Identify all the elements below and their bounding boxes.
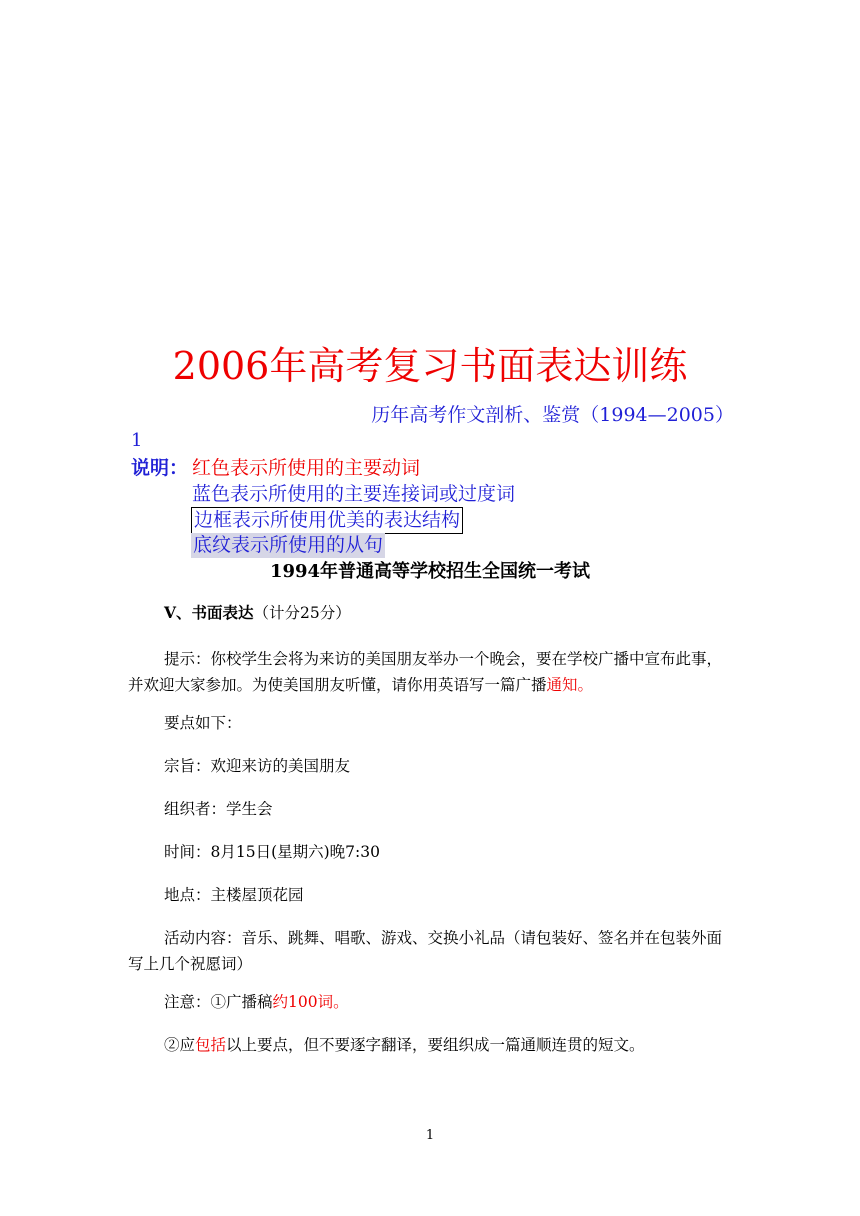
section-score: （计分25分） bbox=[253, 604, 351, 622]
legend-border: 边框表示所使用优美的表达结构 bbox=[191, 507, 463, 534]
top-number: 1 bbox=[131, 430, 143, 451]
item-time: 时间：8月15日(星期六)晚7:30 bbox=[164, 843, 380, 861]
legend-red: 红色表示所使用的主要动词 bbox=[192, 457, 421, 479]
document-subtitle: 历年高考作文剖析、鉴赏（1994—2005） bbox=[371, 404, 734, 426]
note-1 bbox=[164, 989, 349, 1015]
note-2-highlight: 包括 bbox=[195, 1036, 227, 1054]
legend-blue: 蓝色表示所使用的主要连接词或过度词 bbox=[192, 483, 516, 505]
prompt-paragraph bbox=[128, 646, 734, 698]
note-2-suffix: 以上要点，但不要逐字翻译，要组织成一篇通顺连贯的短文。 bbox=[226, 1036, 645, 1054]
prompt-highlight: 通知。 bbox=[546, 676, 594, 694]
note-1-prefix: 注意：①广播稿 bbox=[164, 993, 273, 1011]
section-heading-label: V、书面表达 bbox=[164, 603, 254, 622]
page-number: 1 bbox=[425, 1128, 435, 1143]
exam-title: 1994年普通高等学校招生全国统一考试 bbox=[269, 561, 591, 582]
note-2-prefix: ②应 bbox=[164, 1036, 196, 1054]
legend-label: 说明： bbox=[131, 457, 189, 479]
note-2 bbox=[164, 1032, 645, 1058]
points-header: 要点如下： bbox=[164, 714, 242, 732]
legend-shading: 底纹表示所使用的从句 bbox=[193, 534, 384, 556]
item-activities: 活动内容：音乐、跳舞、唱歌、游戏、交换小礼品（请包装好、签名并在包装外面写上几个祝愿词） bbox=[128, 929, 723, 973]
note-1-highlight: 约100词。 bbox=[272, 993, 349, 1011]
document-title: 2006年高考复习书面表达训练 bbox=[172, 344, 688, 388]
prompt-text: 提示：你校学生会将为来访的美国朋友举办一个晚会，要在学校广播中宣布此事，并欢迎大家参加。为使美国朋友听懂，请你用英语写一篇广播 bbox=[128, 650, 723, 694]
section-heading bbox=[164, 600, 351, 626]
item-organizer: 组织者：学生会 bbox=[164, 800, 273, 818]
item-place: 地点：主楼屋顶花园 bbox=[164, 886, 304, 904]
item-purpose: 宗旨：欢迎来访的美国朋友 bbox=[164, 757, 351, 775]
